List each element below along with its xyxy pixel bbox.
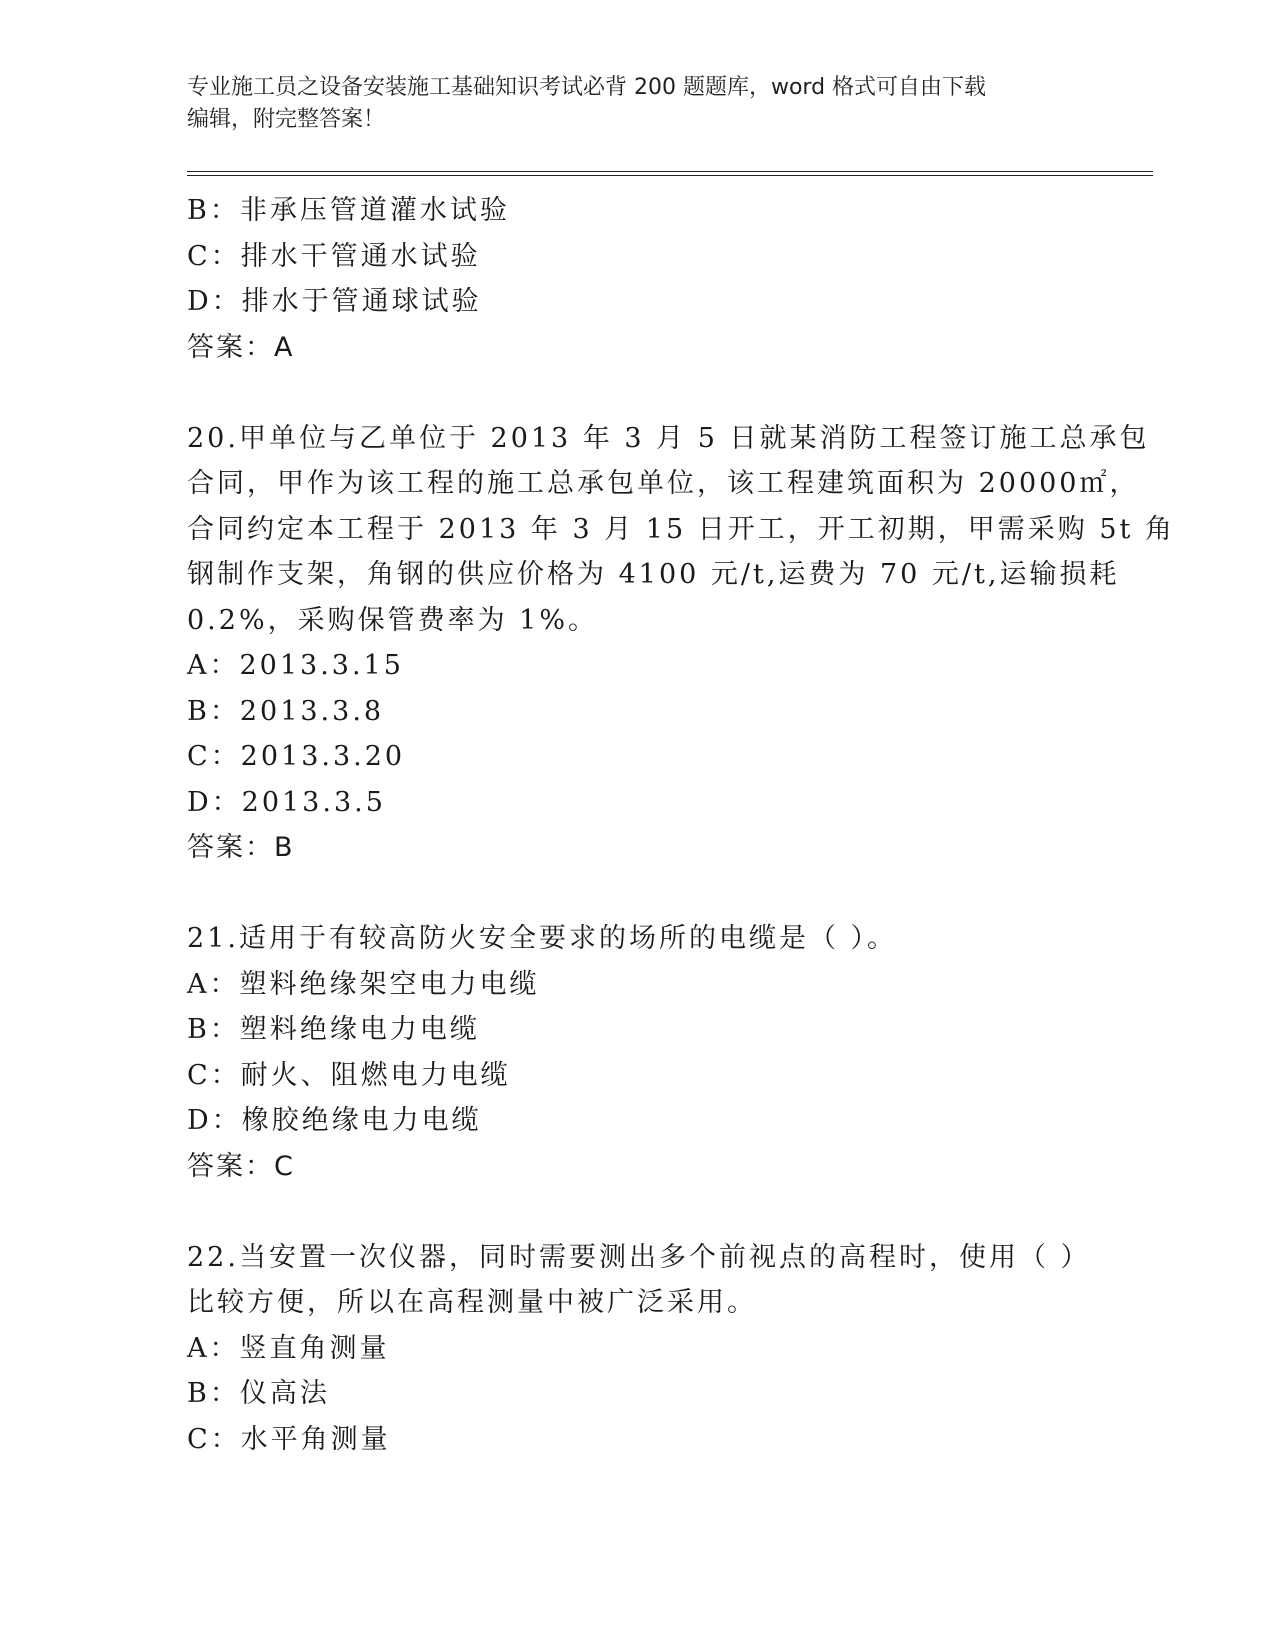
option-c: C：排水干管通水试验 — [187, 240, 481, 272]
document-header — [187, 72, 1067, 136]
option-d: D：排水于管通球试验 — [187, 286, 482, 317]
question-content — [187, 188, 1175, 1462]
spacer — [187, 370, 1067, 416]
question-stem-line: 0.2%，采购保管费率为 1%。 — [187, 604, 599, 636]
option-b: B：2013.3.8 — [187, 695, 385, 727]
question-20 — [187, 416, 1175, 871]
option-d: D：2013.3.5 — [187, 786, 386, 818]
spacer — [187, 871, 1067, 917]
option-b: B：仪高法 — [187, 1378, 330, 1409]
answer: 答案：B — [187, 832, 295, 863]
question-stem-line: 合同约定本工程于 2013 年 3 月 15 日开工，开工初期，甲需采购 5t 角 — [187, 513, 1175, 545]
question-19 — [187, 188, 1067, 370]
question-stem-line: 合同，甲作为该工程的施工总承包单位，该工程建筑面积为 20000㎡， — [187, 468, 1140, 499]
option-c: C：耐火、阻燃电力电缆 — [187, 1059, 511, 1091]
option-b: B：塑料绝缘电力电缆 — [187, 1014, 480, 1045]
question-stem-line: 钢制作支架，角钢的供应价格为 4100 元/t,运费为 70 元/t,运输损耗 — [187, 559, 1120, 590]
question-stem-line: 比较方便，所以在高程测量中被广泛采用。 — [187, 1287, 757, 1318]
option-a: A：塑料绝缘架空电力电缆 — [187, 968, 540, 1000]
header-divider-bottom — [187, 175, 1153, 176]
option-d: D：橡胶绝缘电力电缆 — [187, 1105, 482, 1136]
option-c: C：水平角测量 — [187, 1423, 391, 1455]
option-b: B：非承压管道灌水试验 — [187, 195, 510, 226]
spacer — [187, 1189, 1067, 1235]
option-a: A：竖直角测量 — [187, 1332, 390, 1364]
header-divider-top — [187, 171, 1153, 172]
header-title-line-2: 编辑，附完整答案！ — [187, 107, 386, 132]
question-22 — [187, 1235, 1091, 1463]
question-stem-line: 21.适用于有较高防火安全要求的场所的电缆是（ ）。 — [187, 923, 898, 954]
answer: 答案：A — [187, 331, 295, 363]
question-21 — [187, 916, 1067, 1189]
question-stem-line: 20.甲单位与乙单位于 2013 年 3 月 5 日就某消防工程签订施工总承包 — [187, 422, 1150, 454]
option-a: A：2013.3.15 — [187, 650, 404, 681]
answer: 答案：C — [187, 1150, 295, 1182]
question-stem-line: 22.当安置一次仪器，同时需要测出多个前视点的高程时，使用（ ） — [187, 1241, 1091, 1273]
option-c: C：2013.3.20 — [187, 741, 406, 772]
header-title-line-1: 专业施工员之设备安装施工基础知识考试必背 200 题题库，word 格式可自由下载 — [187, 75, 987, 100]
